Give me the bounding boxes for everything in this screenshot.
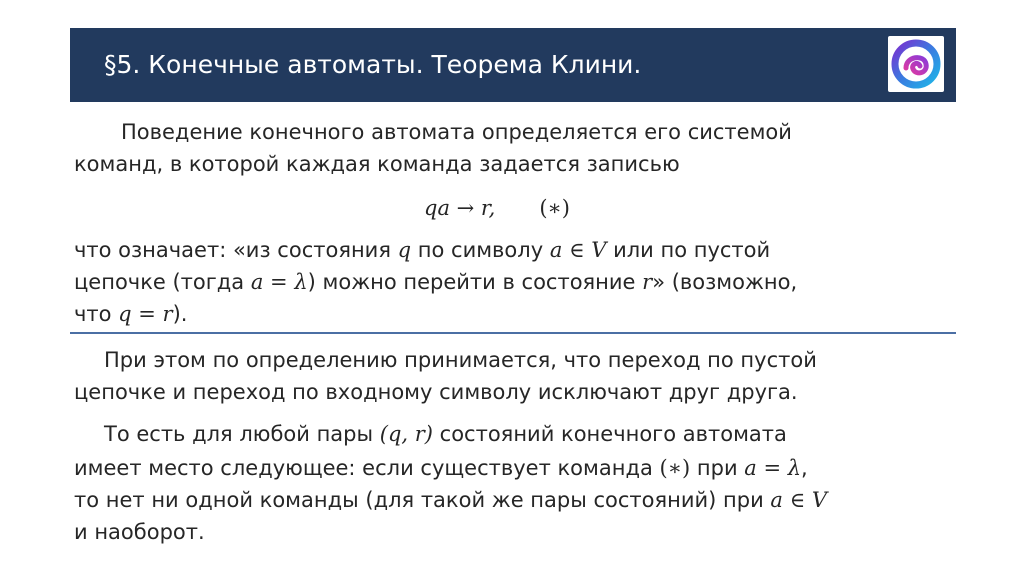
text-run: или по пустой	[606, 238, 771, 262]
paragraph-1-line-1: Поведение конечного автомата определяется его системой	[121, 120, 792, 144]
paragraph-2-line-2	[74, 268, 797, 296]
paragraph-4-line-4: и наоборот.	[74, 520, 205, 544]
math-q: q	[397, 238, 412, 262]
text-run: ).	[172, 302, 188, 326]
section-divider	[70, 332, 956, 334]
math-q-eq-r: q = r	[118, 302, 173, 326]
text-run: ,	[801, 456, 808, 480]
paragraph-4-line-2	[74, 454, 808, 482]
paragraph-1-line-2: команд, в которой каждая команда задается записью	[74, 152, 680, 176]
swirl-logo-icon	[888, 36, 944, 92]
text-run: по символу	[411, 238, 550, 262]
paragraph-4-line-1	[104, 420, 787, 448]
math-pair-q-r: (q, r)	[379, 422, 433, 446]
formula-tag: (∗)	[539, 196, 570, 220]
math-a-in-v: a ∈ V	[549, 238, 607, 262]
formula	[424, 194, 570, 222]
math-a-eq-lambda: a = λ	[744, 456, 802, 480]
paragraph-3-line-2: цепочке и переход по входному символу исключают друг друга.	[74, 380, 798, 404]
formula-expression: qa → r,	[424, 196, 496, 220]
text-run: то нет ни одной команды (для такой же пары состояний) при	[74, 488, 771, 512]
text-run: То есть для любой пары	[104, 422, 380, 446]
logo	[888, 36, 944, 92]
text-run: при	[690, 456, 745, 480]
slide-header	[70, 28, 956, 102]
math-a-eq-lambda: a = λ	[250, 270, 308, 294]
text-run: ) можно перейти в состояние	[307, 270, 643, 294]
math-r: r	[642, 270, 653, 294]
text-run: цепочке (тогда	[74, 270, 251, 294]
paragraph-3-line-1: При этом по определению принимается, что переход по пустой	[104, 348, 817, 372]
text-run: что	[74, 302, 119, 326]
text-run: имеет место следующее: если существует команда	[74, 456, 660, 480]
text-run: состояний конечного автомата	[432, 422, 787, 446]
paragraph-2-line-3	[74, 300, 187, 328]
paragraph-2-line-1	[74, 236, 770, 264]
slide-title: §5. Конечные автоматы. Теорема Клини.	[104, 50, 642, 79]
paragraph-4-line-3	[74, 486, 827, 514]
text-run: » (возможно,	[652, 270, 798, 294]
math-star-ref: (∗)	[659, 456, 691, 480]
text-run: что означает: «из состояния	[74, 238, 398, 262]
math-a-in-v: a ∈ V	[770, 488, 828, 512]
